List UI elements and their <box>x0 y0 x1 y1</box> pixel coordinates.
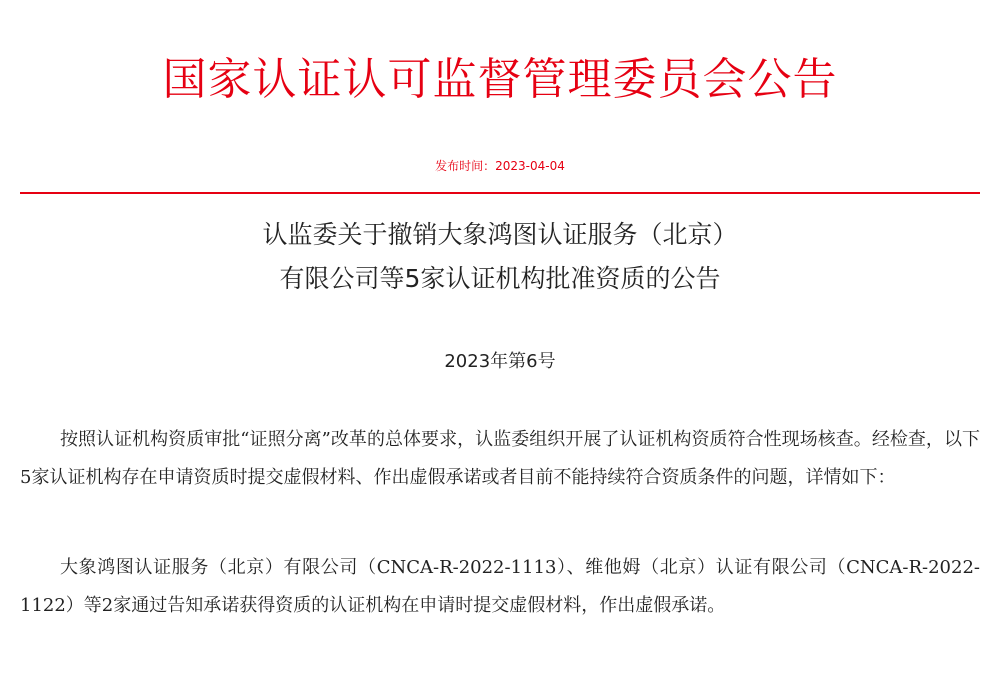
article-title-line-1: 认监委关于撤销大象鸿图认证服务（北京） <box>262 220 738 249</box>
publish-date: 发布时间：2023-04-04 <box>435 159 565 173</box>
header-divider <box>20 192 980 194</box>
masthead-title: 国家认证认可监督管理委员会公告 <box>162 54 838 105</box>
article-title-line-2: 有限公司等5家认证机构批准资质的公告 <box>279 264 721 293</box>
body-paragraph-2: 大象鸿图认证服务（北京）有限公司（CNCA-R-2022-1113）、维他姆（北京）认证有限公司（CNCA-R-2022-1122）等2家通过告知承诺获得资质的认证机构在申请时提交虚假材料，作出虚假承诺。 <box>20 557 980 616</box>
document-number: 2023年第6号 <box>444 351 556 372</box>
body-paragraph-1: 按照认证机构资质审批“证照分离”改革的总体要求，认监委组织开展了认证机构资质符合性现场核查。经检查，以下5家认证机构存在申请资质时提交虚假材料、作出虚假承诺或者目前不能持续符合资质条件的问题，详情如下： <box>20 429 980 488</box>
